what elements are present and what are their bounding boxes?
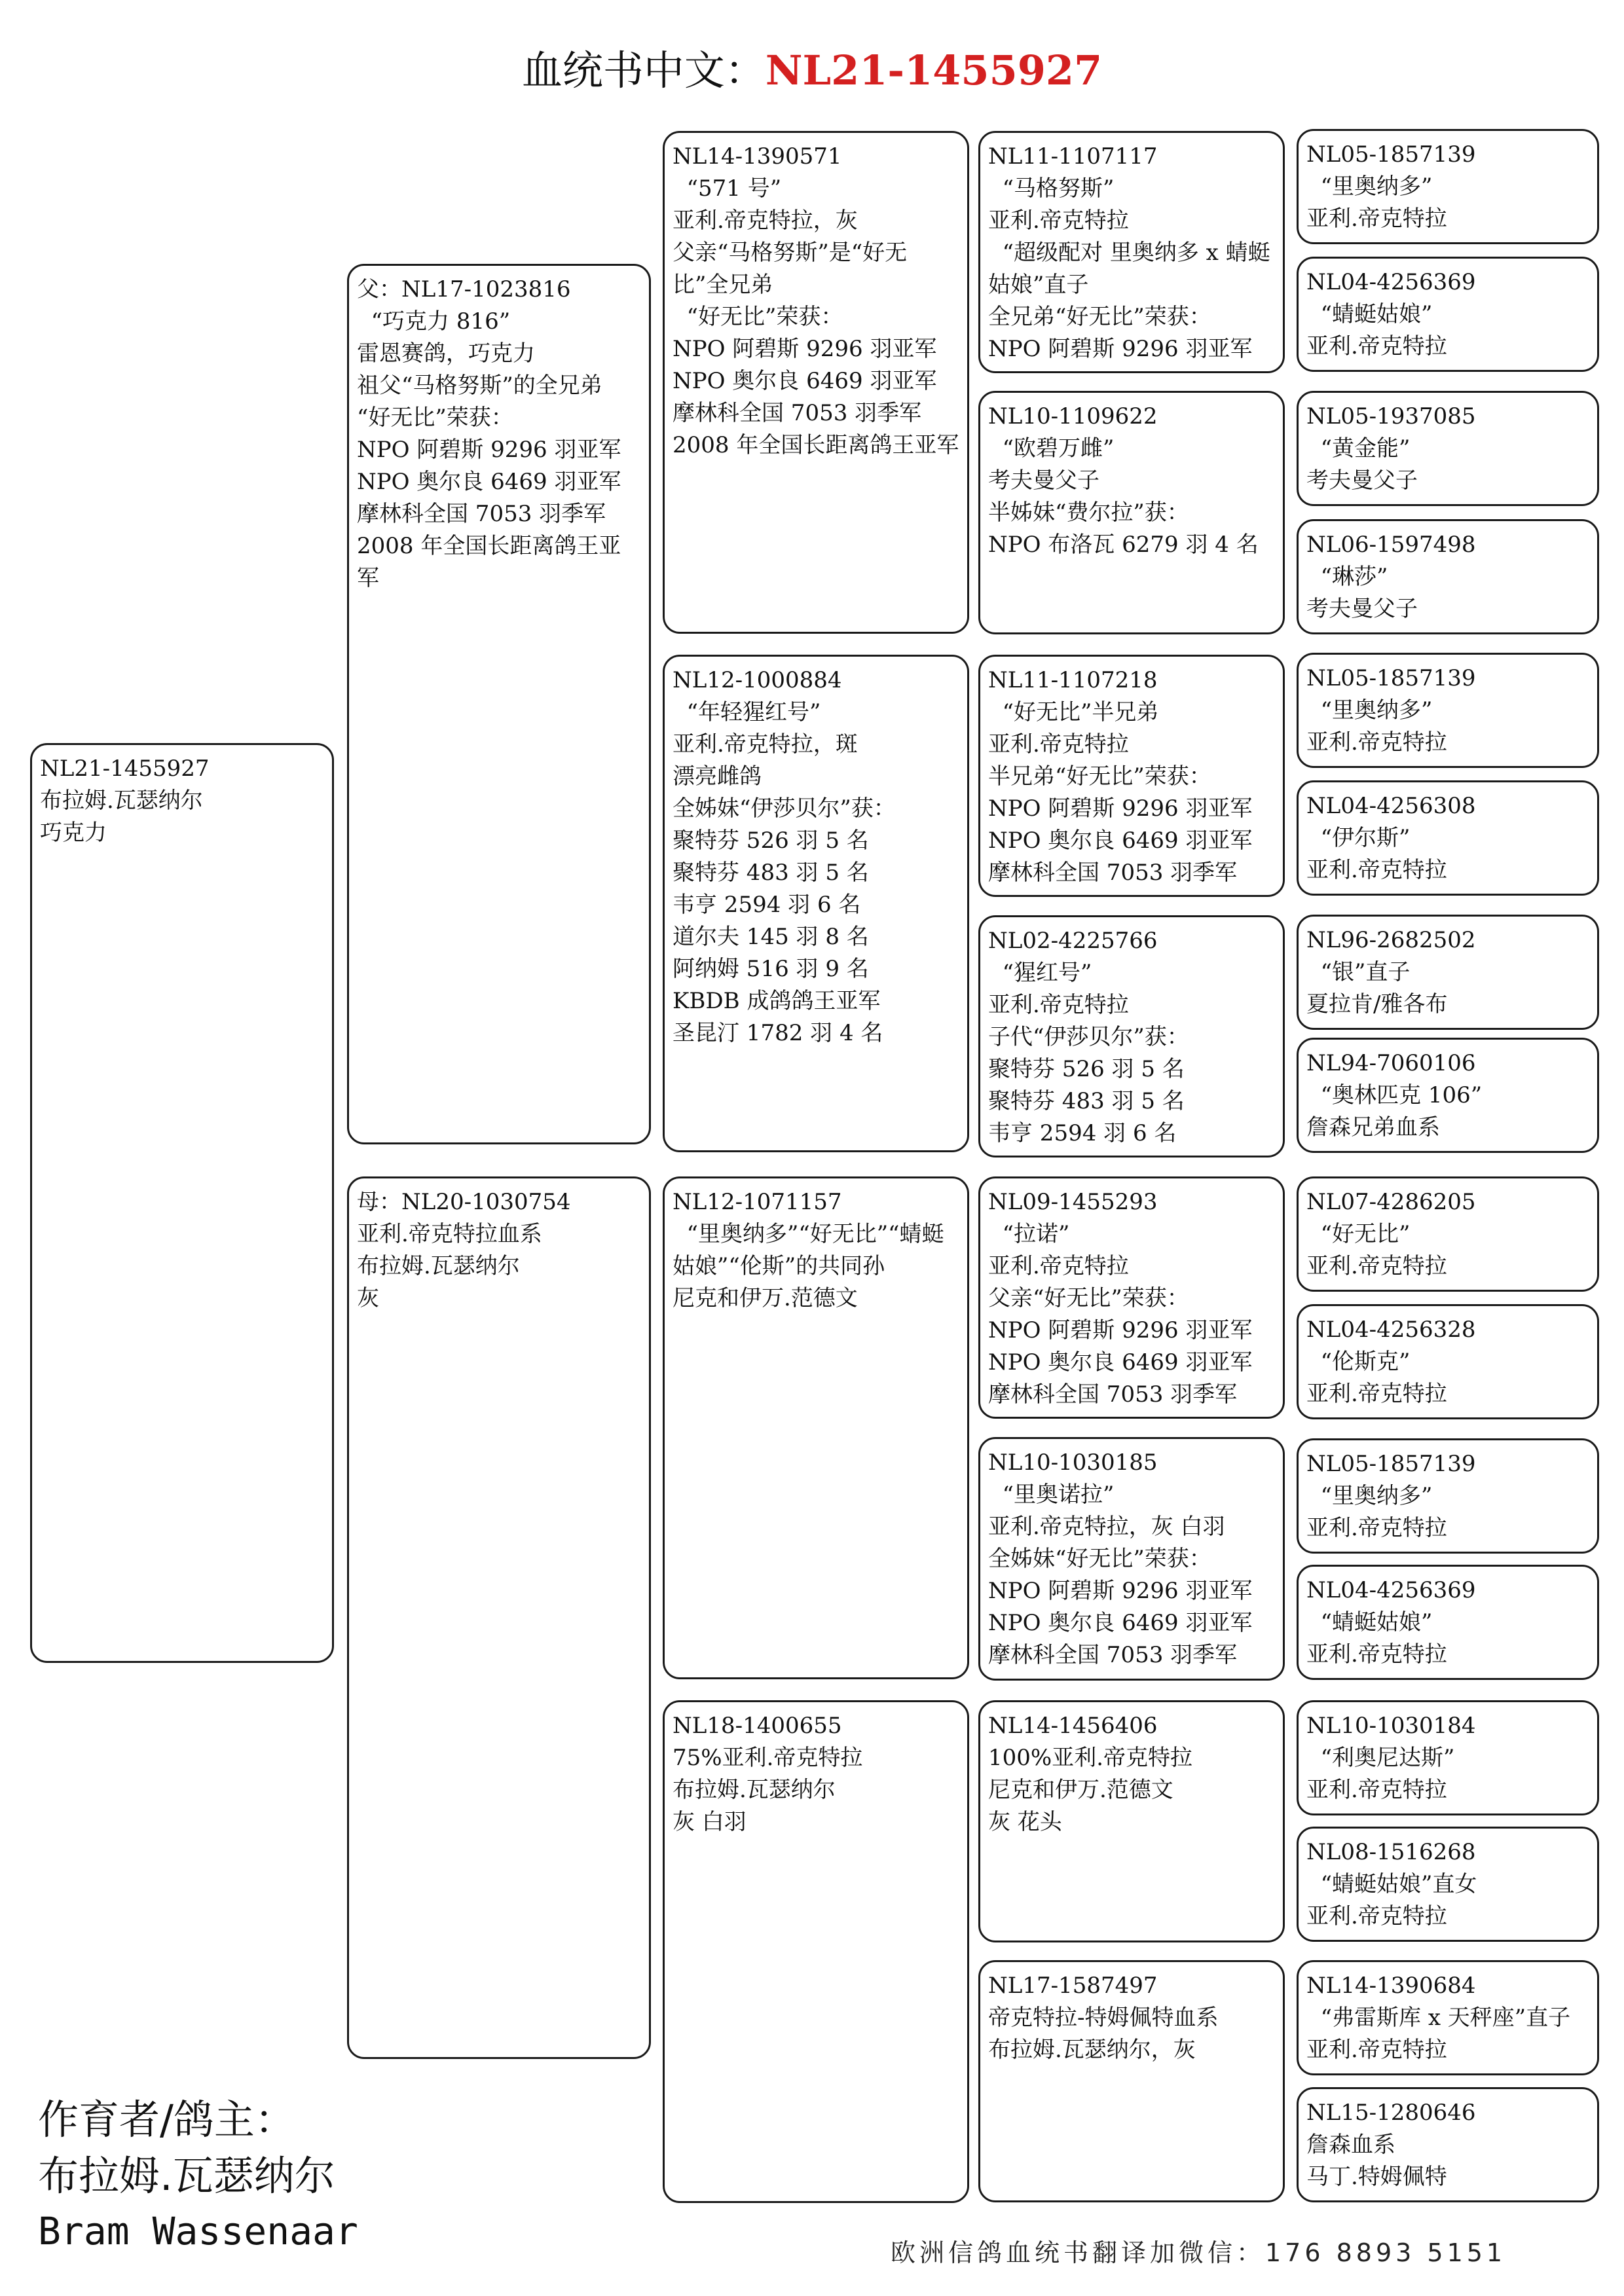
gen3-box	[663, 131, 969, 634]
pedigree-line: 尼克和伊万.范德文	[988, 1777, 1173, 1803]
pedigree-line: “蜻蜓姑娘”直女	[1306, 1871, 1477, 1897]
pedigree-line: NPO 奥尔良 6469 羽亚军	[988, 1610, 1253, 1636]
pedigree-line: NPO 奥尔良 6469 羽亚军	[357, 469, 621, 495]
pedigree-line: 2008 年全国长距离鸽王亚军	[673, 432, 959, 458]
pedigree-line: 父亲“马格努斯”是“好无比”全兄弟	[673, 240, 908, 298]
pedigree-line: 灰 白羽	[673, 1809, 747, 1835]
pedigree-line: 阿纳姆 516 羽 9 名	[673, 956, 869, 982]
pedigree-line: NL94-7060106	[1306, 1050, 1476, 1076]
pedigree-line: NL12-1000884	[673, 667, 842, 693]
pedigree-line: 韦亨 2594 羽 6 名	[673, 892, 861, 918]
pedigree-line: 亚利.帝克特拉	[1306, 1381, 1447, 1407]
pedigree-line: “巧克力 816”	[357, 308, 511, 335]
pedigree-line: NL05-1857139	[1306, 1451, 1476, 1477]
pedigree-line: “里奥纳多”“好无比”“蜻蜓姑娘”“伦斯”的共同孙	[673, 1221, 944, 1279]
pedigree-line: 2008 年全国长距离鸽王亚军	[357, 533, 621, 591]
sire-box	[347, 264, 651, 1144]
gen5-box	[1297, 129, 1599, 244]
pedigree-line: NPO 阿碧斯 9296 羽亚军	[988, 1317, 1253, 1343]
pedigree-line: 子代“伊莎贝尔”获：	[988, 1024, 1189, 1050]
pedigree-line: NPO 阿碧斯 9296 羽亚军	[988, 336, 1253, 362]
pedigree-line: “里奥纳多”	[1306, 697, 1433, 723]
gen5-box	[1297, 1960, 1599, 2075]
pedigree-line: 考夫曼父子	[1306, 467, 1418, 494]
pedigree-line: 灰	[357, 1285, 379, 1311]
gen5-box	[1297, 915, 1599, 1030]
pedigree-line: 尼克和伊万.范德文	[673, 1285, 858, 1311]
pedigree-line: “银”直子	[1306, 959, 1411, 985]
gen4-box	[978, 131, 1285, 373]
pedigree-line: 考夫曼父子	[988, 467, 1099, 494]
pedigree-line: NPO 阿碧斯 9296 羽亚军	[357, 437, 621, 463]
gen5-box	[1297, 257, 1599, 372]
pedigree-line: NPO 阿碧斯 9296 羽亚军	[988, 795, 1253, 822]
breeder-name: 布拉姆.瓦瑟纳尔	[38, 2152, 335, 2200]
gen3-box	[663, 655, 969, 1152]
pedigree-line: 漂亮雌鸽	[673, 763, 762, 790]
pedigree-line: 布拉姆.瓦瑟纳尔	[673, 1777, 836, 1803]
pedigree-line: 亚利.帝克特拉	[988, 208, 1129, 234]
pedigree-line: “猩红号”	[988, 960, 1092, 986]
pedigree-line: NL14-1390684	[1306, 1973, 1476, 1999]
pedigree-line: NPO 布洛瓦 6279 羽 4 名	[988, 532, 1259, 558]
gen4-box	[978, 1700, 1285, 1942]
pedigree-line: NPO 奥尔良 6469 羽亚军	[673, 368, 937, 394]
breeder-label: 作育者/鸽主：	[38, 2096, 295, 2143]
pedigree-line: 半姊妹“费尔拉”获：	[988, 500, 1189, 526]
pedigree-line: 摩林科全国 7053 羽季军	[988, 860, 1238, 886]
gen5-box	[1297, 2087, 1599, 2202]
pedigree-line: 雷恩赛鸽，巧克力	[357, 340, 535, 367]
pedigree-line: 巧克力	[40, 820, 107, 846]
pedigree-line: 全兄弟“好无比”荣获：	[988, 304, 1211, 330]
pedigree-line: NL04-4256308	[1306, 793, 1476, 819]
pedigree-line: 亚利.帝克特拉	[1306, 2037, 1447, 2063]
title-ring-number: NL21-1455927	[765, 46, 1103, 94]
pedigree-line: NL12-1071157	[673, 1189, 842, 1215]
pedigree-line: “里奥纳多”	[1306, 1483, 1433, 1509]
gen4-box	[978, 391, 1285, 634]
pedigree-line: 聚特芬 526 羽 5 名	[673, 828, 869, 854]
gen5-box	[1297, 1304, 1599, 1419]
pedigree-line: NPO 奥尔良 6469 羽亚军	[988, 1349, 1253, 1376]
pedigree-line: NL10-1030185	[988, 1449, 1158, 1476]
pedigree-line: NL05-1937085	[1306, 403, 1476, 429]
pedigree-line: NL07-4286205	[1306, 1189, 1476, 1215]
pedigree-line: 亚利.帝克特拉	[1306, 1253, 1447, 1279]
pedigree-line: “伊尔斯”	[1306, 825, 1411, 851]
pedigree-line: NL09-1455293	[988, 1189, 1158, 1215]
pedigree-line: 詹森兄弟血系	[1306, 1114, 1440, 1140]
pedigree-line: NL05-1857139	[1306, 141, 1476, 168]
pedigree-line: “好无比”荣获：	[673, 304, 843, 330]
pedigree-line: “弗雷斯库 x 天秤座”直子	[1306, 2005, 1571, 2031]
pedigree-line: NL17-1587497	[988, 1973, 1158, 1999]
pedigree-line: 詹森血系	[1306, 2132, 1395, 2158]
pedigree-line: “伦斯克”	[1306, 1349, 1411, 1375]
pedigree-line: 75%亚利.帝克特拉	[673, 1745, 863, 1771]
pedigree-line: 亚利.帝克特拉，斑	[673, 731, 858, 757]
gen5-box	[1297, 1700, 1599, 1815]
pedigree-line: 马丁.特姆佩特	[1306, 2164, 1447, 2190]
pedigree-line: 父亲“好无比”荣获：	[988, 1285, 1189, 1311]
gen4-box	[978, 1960, 1285, 2202]
page-title	[0, 38, 1624, 96]
gen5-box	[1297, 1565, 1599, 1680]
pedigree-line: NL05-1857139	[1306, 665, 1476, 691]
pedigree-line: NPO 阿碧斯 9296 羽亚军	[673, 336, 937, 362]
pedigree-line: 帝克特拉-特姆佩特血系	[988, 2005, 1219, 2031]
gen5-box	[1297, 1176, 1599, 1292]
pedigree-line: 祖父“马格努斯”的全兄弟	[357, 373, 602, 399]
pedigree-line: NPO 奥尔良 6469 羽亚军	[988, 828, 1253, 854]
pedigree-line: 摩林科全国 7053 羽季军	[988, 1642, 1238, 1668]
dam-box	[347, 1176, 651, 2059]
pedigree-line: NL21-1455927	[40, 756, 210, 782]
gen5-box	[1297, 1827, 1599, 1942]
pedigree-line: NL04-4256369	[1306, 269, 1476, 295]
pedigree-line: 布拉姆.瓦瑟纳尔	[357, 1253, 520, 1279]
pedigree-line: 圣昆汀 1782 羽 4 名	[673, 1020, 883, 1046]
pedigree-line: “马格努斯”	[988, 175, 1115, 202]
pedigree-line: NL15-1280646	[1306, 2100, 1476, 2126]
pedigree-line: 聚特芬 526 羽 5 名	[988, 1056, 1185, 1082]
pedigree-line: 摩林科全国 7053 羽季军	[988, 1381, 1238, 1408]
pedigree-line: “黄金能”	[1306, 435, 1411, 462]
pedigree-line: “奥林匹克 106”	[1306, 1082, 1483, 1108]
pedigree-line: 布拉姆.瓦瑟纳尔，灰	[988, 2037, 1196, 2063]
pedigree-line: “好无比”	[1306, 1221, 1411, 1247]
pedigree-line: NL02-4225766	[988, 928, 1158, 954]
pedigree-line: 考夫曼父子	[1306, 596, 1418, 622]
pedigree-line: NL10-1109622	[988, 403, 1158, 429]
pedigree-line: 亚利.帝克特拉，灰 白羽	[988, 1514, 1225, 1540]
breeder-latin-name: Bram Wassenaar	[38, 2209, 358, 2253]
pedigree-line: “利奥尼达斯”	[1306, 1745, 1455, 1771]
pedigree-line: 亚利.帝克特拉	[1306, 1641, 1447, 1667]
pedigree-line: 全姊妹“好无比”荣获：	[988, 1546, 1211, 1572]
pedigree-line: “好无比”半兄弟	[988, 699, 1159, 725]
gen5-box	[1297, 1038, 1599, 1153]
pedigree-line: NL14-1390571	[673, 143, 842, 170]
pedigree-line: 布拉姆.瓦瑟纳尔	[40, 788, 203, 814]
gen5-box	[1297, 519, 1599, 634]
pedigree-line: “蜻蜓姑娘”	[1306, 1609, 1433, 1635]
pedigree-line: “蜻蜓姑娘”	[1306, 301, 1433, 327]
pedigree-line: 父：NL17-1023816	[357, 276, 571, 302]
pedigree-line: NL10-1030184	[1306, 1713, 1476, 1739]
pedigree-line: NPO 阿碧斯 9296 羽亚军	[988, 1578, 1253, 1604]
pedigree-line: NL14-1456406	[988, 1713, 1158, 1739]
pedigree-line: 100%亚利.帝克特拉	[988, 1745, 1193, 1771]
pedigree-line: NL04-4256328	[1306, 1317, 1476, 1343]
gen5-box	[1297, 780, 1599, 896]
pedigree-line: NL11-1107117	[988, 143, 1158, 170]
pedigree-line: “年轻猩红号”	[673, 699, 821, 725]
gen5-box	[1297, 1438, 1599, 1554]
pedigree-line: “拉诺”	[988, 1221, 1070, 1247]
gen4-box	[978, 1437, 1285, 1681]
pedigree-line: 亚利.帝克特拉	[1306, 1515, 1447, 1541]
pedigree-line: 道尔夫 145 羽 8 名	[673, 924, 869, 950]
pedigree-line: 摩林科全国 7053 羽季军	[673, 400, 922, 426]
pedigree-line: 半兄弟“好无比”荣获：	[988, 763, 1211, 790]
breeder-block	[38, 2092, 358, 2258]
pedigree-line: NL18-1400655	[673, 1713, 842, 1739]
pedigree-line: 聚特芬 483 羽 5 名	[988, 1088, 1185, 1114]
gen5-box	[1297, 391, 1599, 506]
pedigree-line: “超级配对 里奥纳多 x 蜻蜓姑娘”直子	[988, 240, 1270, 298]
gen4-box	[978, 655, 1285, 897]
pedigree-line: 亚利.帝克特拉	[1306, 333, 1447, 359]
pedigree-line: “里奥诺拉”	[988, 1482, 1115, 1508]
pedigree-line: 亚利.帝克特拉	[1306, 729, 1447, 756]
pedigree-line: “琳莎”	[1306, 564, 1388, 590]
pedigree-line: NL06-1597498	[1306, 532, 1476, 558]
pedigree-line: NL08-1516268	[1306, 1839, 1476, 1865]
pedigree-line: 夏拉肯/雅各布	[1306, 991, 1448, 1017]
pedigree-line: “好无比”荣获：	[357, 405, 513, 431]
pedigree-line: 灰 花头	[988, 1809, 1062, 1835]
pedigree-line: 亚利.帝克特拉	[1306, 857, 1447, 883]
pedigree-line: NL11-1107218	[988, 667, 1158, 693]
gen4-box	[978, 915, 1285, 1157]
gen4-box	[978, 1176, 1285, 1419]
pedigree-line: “欧碧万雌”	[988, 435, 1115, 462]
pedigree-line: 亚利.帝克特拉，灰	[673, 208, 858, 234]
pedigree-line: 亚利.帝克特拉	[988, 1253, 1129, 1279]
pedigree-line: “里奥纳多”	[1306, 173, 1433, 200]
pedigree-line: 摩林科全国 7053 羽季军	[357, 501, 606, 527]
pedigree-line: NL04-4256369	[1306, 1577, 1476, 1603]
pedigree-line: 全姊妹“伊莎贝尔”获：	[673, 795, 896, 822]
pedigree-line: 韦亨 2594 羽 6 名	[988, 1120, 1177, 1146]
pedigree-line: 亚利.帝克特拉	[1306, 1903, 1447, 1929]
subject-box	[30, 743, 334, 1663]
gen3-box	[663, 1176, 969, 1679]
pedigree-line: 聚特芬 483 羽 5 名	[673, 860, 869, 886]
pedigree-line: 亚利.帝克特拉	[1306, 206, 1447, 232]
pedigree-line: 亚利.帝克特拉血系	[357, 1221, 542, 1247]
title-prefix: 血统书中文：	[521, 46, 766, 94]
pedigree-line: 亚利.帝克特拉	[988, 992, 1129, 1018]
pedigree-line: 母：NL20-1030754	[357, 1189, 571, 1215]
pedigree-line: NL96-2682502	[1306, 927, 1476, 953]
gen3-box	[663, 1700, 969, 2203]
pedigree-line: 亚利.帝克特拉	[1306, 1777, 1447, 1803]
gen5-box	[1297, 653, 1599, 768]
translator-contact: 欧洲信鸽血统书翻译加微信：176 8893 5151	[891, 2238, 1507, 2267]
pedigree-line: “571 号”	[673, 175, 782, 202]
pedigree-line: KBDB 成鸽鸽王亚军	[673, 988, 881, 1014]
pedigree-line: 亚利.帝克特拉	[988, 731, 1129, 757]
